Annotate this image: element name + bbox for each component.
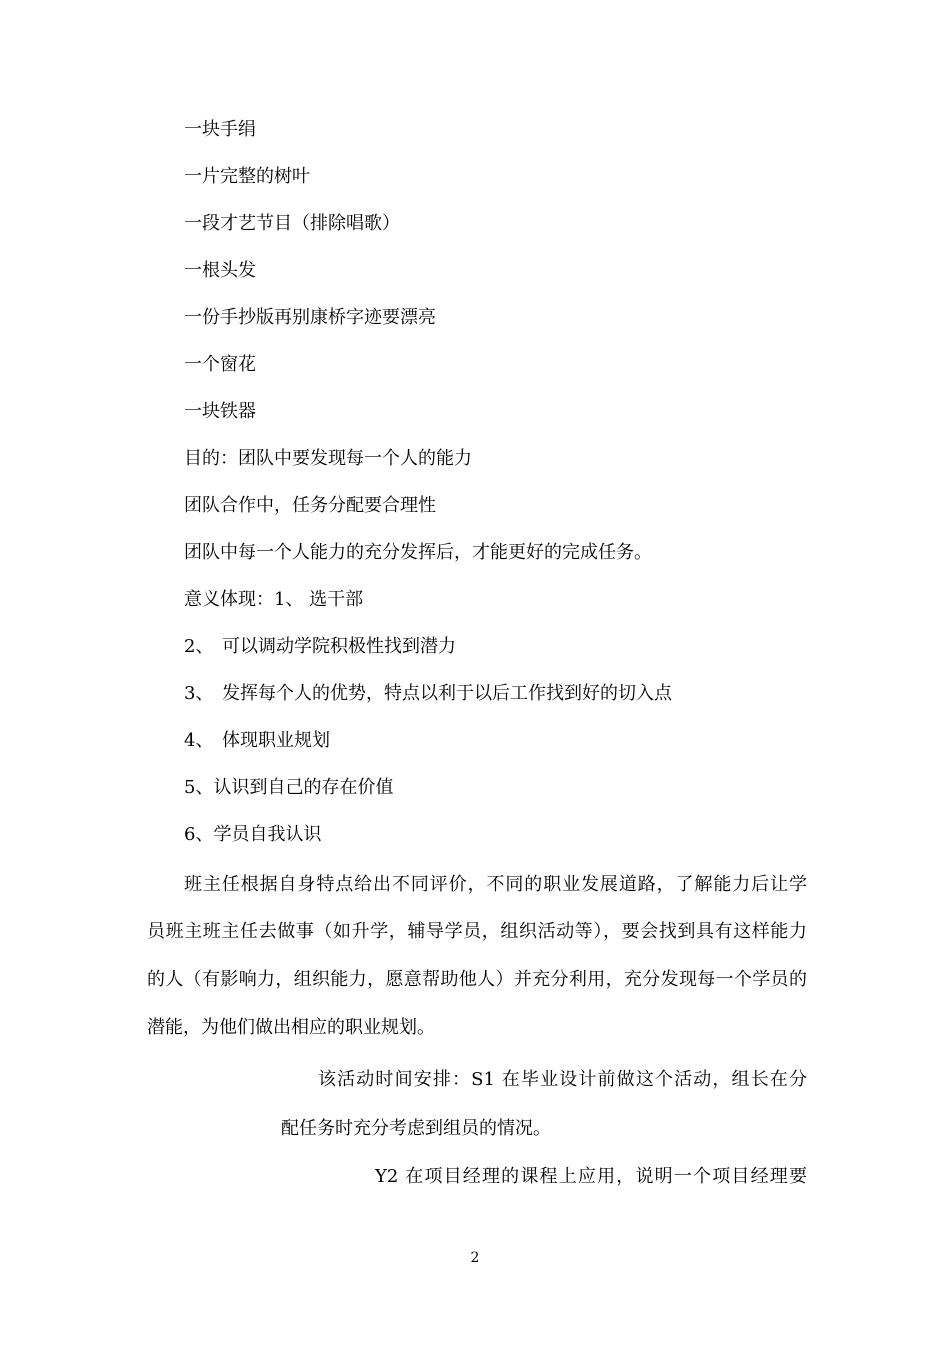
- item-talent-show: 一段才艺节目（排除唱歌）: [184, 213, 400, 234]
- purpose-line: 团队合作中，任务分配要合理性: [184, 495, 436, 516]
- purpose-line: 团队中每一个人能力的充分发挥后，才能更好的完成任务。: [184, 542, 652, 563]
- item-paper-cut: 一个窗花: [184, 354, 256, 375]
- point-text: 发挥每个人的优势，特点以利于以后工作找到好的切入点: [222, 683, 672, 704]
- meaning-point: [184, 682, 672, 706]
- point-text: 可以调动学院积极性找到潜力: [222, 636, 456, 657]
- meaning-point: [184, 635, 456, 659]
- item-handkerchief: 一块手绢: [184, 119, 256, 140]
- meaning-point: 5、认识到自己的存在价值: [184, 777, 394, 798]
- paragraph-line: 员班主班主任去做事（如升学，辅导学员，组织活动等），要会找到具有这样能力: [147, 921, 807, 942]
- paragraph-line: 班主任根据自身特点给出不同评价，不同的职业发展道路，了解能力后让学: [184, 874, 807, 895]
- schedule-line: Y2 在项目经理的课程上应用，说明一个项目经理要: [375, 1166, 807, 1187]
- point-number: 2、: [184, 636, 214, 657]
- point-number: 3、: [184, 683, 214, 704]
- item-iron: 一块铁器: [184, 401, 256, 422]
- schedule-line: 配任务时充分考虑到组员的情况。: [281, 1118, 551, 1139]
- point-number: 4、: [184, 730, 214, 751]
- purpose-line: 目的：团队中要发现每一个人的能力: [184, 448, 472, 469]
- meaning-point: [184, 729, 330, 753]
- paragraph-line: 潜能，为他们做出相应的职业规划。: [147, 1017, 435, 1038]
- item-leaf: 一片完整的树叶: [184, 166, 310, 187]
- schedule-line: 该活动时间安排：S1 在毕业设计前做这个活动，组长在分: [318, 1069, 807, 1090]
- meaning-point: 6、学员自我认识: [184, 824, 322, 845]
- meaning-heading: 意义体现：1、 选干部: [184, 589, 364, 610]
- page-number: 2: [470, 1250, 480, 1266]
- item-poem-copy: 一份手抄版再别康桥字迹要漂亮: [184, 307, 436, 328]
- item-hair: 一根头发: [184, 260, 256, 281]
- point-text: 体现职业规划: [222, 730, 330, 751]
- paragraph-line: 的人（有影响力，组织能力，愿意帮助他人）并充分利用，充分发现每一个学员的: [147, 969, 807, 990]
